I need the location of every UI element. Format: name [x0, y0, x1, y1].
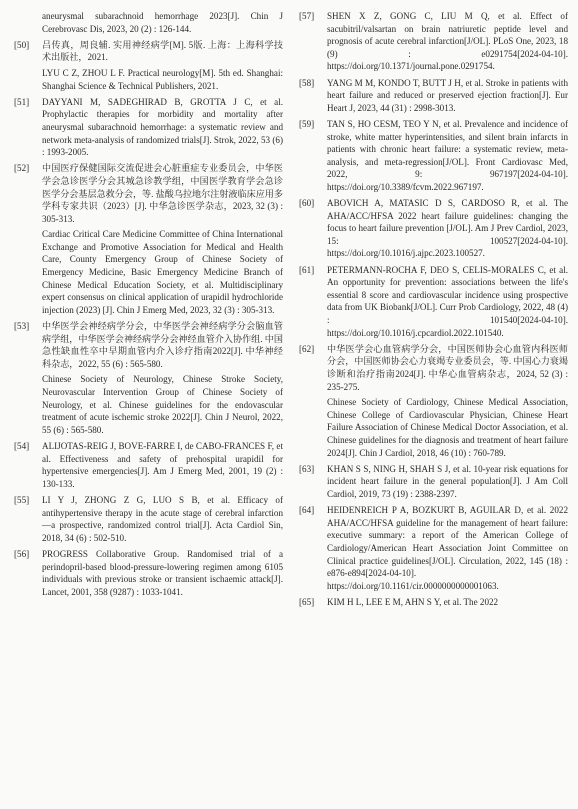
- reference-body: [42, 10, 283, 35]
- reference-text: 吕传真，周良辅. 实用神经病学[M]. 5版. 上海：上海科学技术出版社，2021.: [42, 39, 283, 63]
- reference-number: [61]: [299, 264, 315, 275]
- reference-number: [60]: [299, 198, 315, 209]
- reference-body: [42, 96, 283, 159]
- reference-text: aneurysmal subarachnoid hemorrhage 2023[J]. Chin J Cerebrovasc Dis, 2023, 20 (2) : 126-144.: [42, 11, 283, 34]
- reference-text: KHAN S S, NING H, SHAH S J, et al. 10-year risk equations for incident heart failure in the general population[J]. J Am Coll Cardiol, 2019, 73 (19) : 2388-2397.: [327, 463, 568, 499]
- reference-text: PROGRESS Collaborative Group. Randomised trial of a perindopril-based blood-pressure-lowering regimen among 6105 individuals with previous stroke or transient ischaemic attack[J]. Lancet, 2001, 358 (9287) : 1033-1041.: [42, 548, 283, 597]
- reference-entry: [299, 118, 568, 194]
- reference-number: [63]: [299, 463, 315, 474]
- reference-entry: [299, 504, 568, 592]
- reference-number: [54]: [14, 440, 30, 451]
- reference-entry: [14, 494, 283, 544]
- reference-entry: [14, 440, 283, 490]
- reference-entry: [299, 343, 568, 459]
- reference-text: PETERMANN-ROCHA F, DEO S, CELIS-MORALES C, et al. An opportunity for prevention: associations between the life's essential 8 score and cardiovascular incidence using prospective data from UK Biobank[J/OL]. Curr Prob Cardiology, 2022, 48 (4) : 101540[2024-04-10]. https://doi.org/10.1016/j.cpcardiol.2022.101540.: [327, 264, 568, 338]
- reference-number: [57]: [299, 11, 315, 21]
- left-column: [14, 10, 283, 809]
- reference-text: ABOVICH A, MATASIC D S, CARDOSO R, et al. The AHA/ACC/HFSA 2022 heart failure guidelines: changing the focus to heart failure prevention [J/OL]. Am J Prev Cardiol, 2023, 15: 100527[2024-04-10]. https://doi.org/10.1016/j.ajpc.2023.100527.: [327, 198, 568, 259]
- reference-number: [56]: [14, 548, 30, 559]
- reference-entry: [14, 96, 283, 159]
- reference-entry: [14, 548, 283, 598]
- reference-text: ALIJOTAS-REIG J, BOVE-FARRE I, de CABO-FRANCES F, et al. Effectiveness and safety of prehospital urapidil for hypertensive emergencies[J]. Am J Emerg Med, 2001, 19 (2) : 130-133.: [42, 440, 283, 489]
- reference-number: [62]: [299, 343, 315, 354]
- reference-body: [327, 264, 568, 340]
- reference-body: [42, 440, 283, 490]
- reference-text: 中华医学会心血管病学分会，中国医师协会心血管内科医师分会，中国医师协会心力衰竭专业委员会，等. 中国心力衰竭诊断和治疗指南2024[J]. 中华心血管病杂志，2024, 52 (3) : 235-275.: [327, 343, 568, 392]
- reference-entry: [14, 39, 283, 92]
- reference-body: [327, 118, 568, 194]
- reference-entry: [299, 463, 568, 501]
- reference-body: [42, 548, 283, 598]
- reference-entry: [14, 10, 283, 35]
- reference-body: [42, 494, 283, 544]
- reference-number: [53]: [14, 321, 30, 332]
- reference-body: [42, 39, 283, 92]
- reference-body: [327, 343, 568, 459]
- reference-text: YANG M M, KONDO T, BUTT J H, et al. Stroke in patients with heart failure and reduced or preserved ejection fraction[J]. Eur Heart J, 2023, 44 (31) : 2998-3013.: [327, 77, 568, 113]
- reference-entry: [299, 197, 568, 260]
- reference-number: [58]: [299, 77, 315, 88]
- reference-number: [59]: [299, 118, 315, 129]
- reference-text: Chinese Society of Cardiology, Chinese Medical Association, Chinese College of Cardiovascular Physician, Chinese Heart Failure Association of Chinese Medical Doctor Association, et al. Chinese guidelines for the diagnosis and treatment of heart failure 2024[J]. Chin J Cardiol, 2018, 46 (10) : 760-789.: [327, 397, 568, 458]
- reference-number: [50]: [14, 39, 30, 50]
- right-column: [299, 10, 568, 809]
- reference-number: [51]: [14, 96, 30, 107]
- reference-entry: [14, 320, 283, 436]
- reference-entry: [14, 162, 283, 316]
- reference-text: Chinese Society of Neurology, Chinese Stroke Society, Neurovascular Intervention Group of Chinese Society of Neurology, et al. Chinese guidelines for the endovascular treatment of acute ischemic stroke 2022[J]. Chin J Neurol, 2022, 55 (6) : 565-580.: [42, 374, 283, 435]
- reference-body: [327, 10, 568, 73]
- reference-entry: [299, 596, 568, 609]
- reference-text: TAN S, HO CESM, TEO Y N, et al. Prevalence and incidence of stroke, white matter hyperintensities, and silent brain infarcts in patients with chronic heart failure: a systematic review, meta-analysis, and meta-regression[J/OL]. Front Cardiovasc Med, 2022, 9: 967197[2024-04-10]. https://doi.org/10.3389/fcvm.2022.967197.: [327, 118, 568, 192]
- reference-entry: [299, 264, 568, 340]
- reference-entry: [299, 10, 568, 73]
- reference-body: [42, 162, 283, 316]
- reference-body: [327, 504, 568, 592]
- reference-entry: [299, 77, 568, 115]
- reference-text: 中国医疗保健国际交流促进会心脏重症专业委员会，中华医学会急诊医学分会其城急诊教学组，中国医学教育学会急诊医学分会基层急救分会，等. 盐酸乌拉地尔注射液临床应用多学科专家共识（2023）[J]. 中华急诊医学杂志，2023, 32 (3) : 305-313.: [42, 163, 283, 224]
- reference-text: LI Y J, ZHONG Z G, LUO S B, et al. Efficacy of antihypertensive therapy in the acute stage of cerebral infarction—a prospective, randomized control trial[J]. Acta Cardiol Sin, 2018, 34 (6) : 502-510.: [42, 494, 283, 543]
- reference-body: [327, 463, 568, 501]
- reference-text: LYU C Z, ZHOU L F. Practical neurology[M]. 5th ed. Shanghai: Shanghai Science & Technical Publishers, 2021.: [42, 67, 283, 91]
- reference-text: HEIDENREICH P A, BOZKURT B, AGUILAR D, et al. 2022 AHA/ACC/HFSA guideline for the management of heart failure: executive summary: a report of the American College of Cardiology/American Heart Association Joint Committee on Clinical practice guidelines[J/OL]. Circulation, 2022, 145 (18) : e876-e894[2024-04-10]. https://doi.org/10.1161/cir.0000000000001063.: [327, 505, 568, 591]
- reference-number: [55]: [14, 494, 30, 505]
- reference-text: DAYYANI M, SADEGHIRAD B, GROTTA J C, et al. Prophylactic therapies for morbidity and mortality after aneurysmal subarachnoid hemorrhage: a systematic review and network meta-analysis of randomized trials[J]. Strok, 2022, 53 (6) : 1993-2005.: [42, 96, 283, 158]
- reference-body: [327, 197, 568, 260]
- reference-number: [64]: [299, 505, 315, 516]
- reference-text: KIM H L, LEE E M, AHN S Y, et al. The 2022: [327, 596, 499, 607]
- reference-text: Cardiac Critical Care Medicine Committee of China International Exchange and Promotive Association for Medical and Health Care, County Emergency Group of Chinese Society of Emergency Medicine, Basic Emergency Medicine Branch of Chinese Medical Education Society, et al. Multidisciplinary expert consensus on clinical application of urapidil hydrochloride injection (2023) [J]. Chin J Emerg Med, 2023, 32 (3) : 305-313.: [42, 229, 283, 315]
- reference-body: [42, 320, 283, 436]
- reference-text: 中华医学会神经病学分会，中华医学会神经病学分会脑血管病学组，中华医学会神经病学分会神经血管介入协作组. 中国急性缺血性卒中早期血管内介入诊疗指南2022[J]. 中华神经科杂志，2022, 55 (6) : 565-580.: [42, 321, 283, 369]
- reference-number: [65]: [299, 596, 315, 607]
- reference-number: [52]: [14, 163, 30, 174]
- reference-text: SHEN X Z, GONG C, LIU M Q, et al. Effect of sacubitril/valsartan on brain natriuretic peptide level and prognosis of acute cerebral infarction[J/OL]. PLoS One, 2023, 18 (9) : e0291754[2024-04-10]. https://doi.org/10.1371/journal.pone.0291754.: [327, 11, 568, 72]
- reference-body: [327, 77, 568, 115]
- reference-body: [327, 596, 568, 609]
